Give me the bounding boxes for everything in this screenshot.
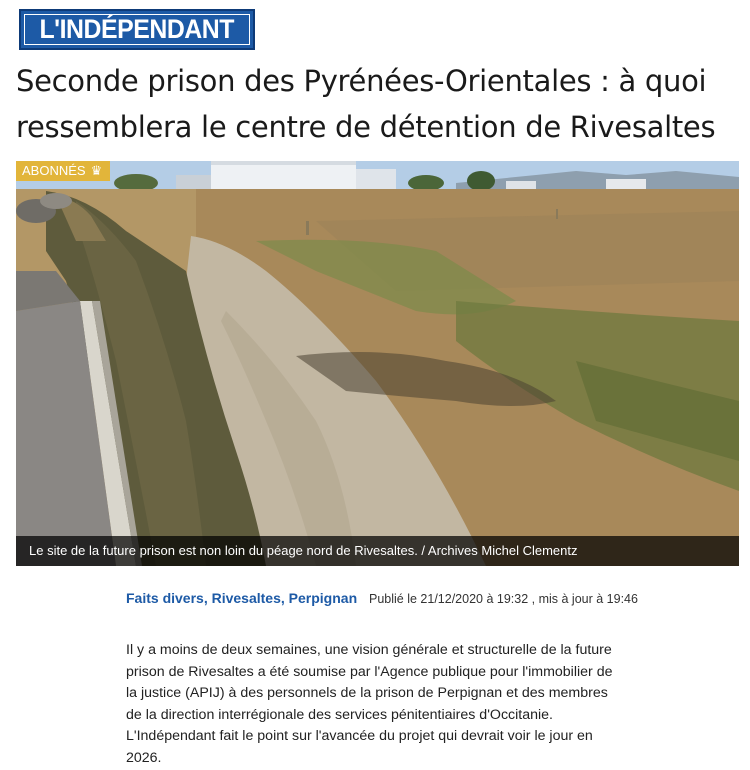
- article-photo[interactable]: [16, 161, 739, 566]
- category-link-rivesaltes[interactable]: Rivesaltes: [211, 590, 281, 606]
- crown-icon: ♛: [90, 163, 103, 178]
- badge-label: ABONNÉS: [22, 163, 86, 178]
- category-link-faits-divers[interactable]: Faits divers: [126, 590, 204, 606]
- photo-caption: [16, 536, 739, 566]
- category-separator: ,: [203, 590, 212, 606]
- photo-illustration: [16, 161, 739, 566]
- category-separator: ,: [280, 590, 289, 606]
- category-link-perpignan[interactable]: Perpignan: [288, 590, 358, 606]
- caption-text: Le site de la future prison est non loin du péage nord de Rivesaltes.: [29, 543, 418, 558]
- photo-credit: / Archives Michel Clementz: [417, 543, 578, 558]
- publication-date: Publié le 21/12/2020 à 19:32 , mis à jour à 19:46: [369, 592, 638, 606]
- article-headline: Seconde prison des Pyrénées-Orientales : à quoi ressemblera le centre de détention de Rivesaltes: [16, 64, 716, 144]
- article-categories: [126, 590, 357, 606]
- site-logo[interactable]: [19, 9, 255, 50]
- logo-text: L'INDÉPENDANT: [39, 14, 235, 44]
- subscriber-badge: [16, 161, 110, 181]
- article-body: Il y a moins de deux semaines, une vision générale et structurelle de la future prison de Rivesaltes a été soumise par l'Agence publique pour l'immobilier de la justice (APIJ) à des personnels de la prison de Perpignan et des membres de la direction interrégionale des services pénitentiaires d'Occitanie. L'Indépendant fait le point sur l'avancée du projet qui devrait voir le jour en 2026.: [126, 642, 613, 766]
